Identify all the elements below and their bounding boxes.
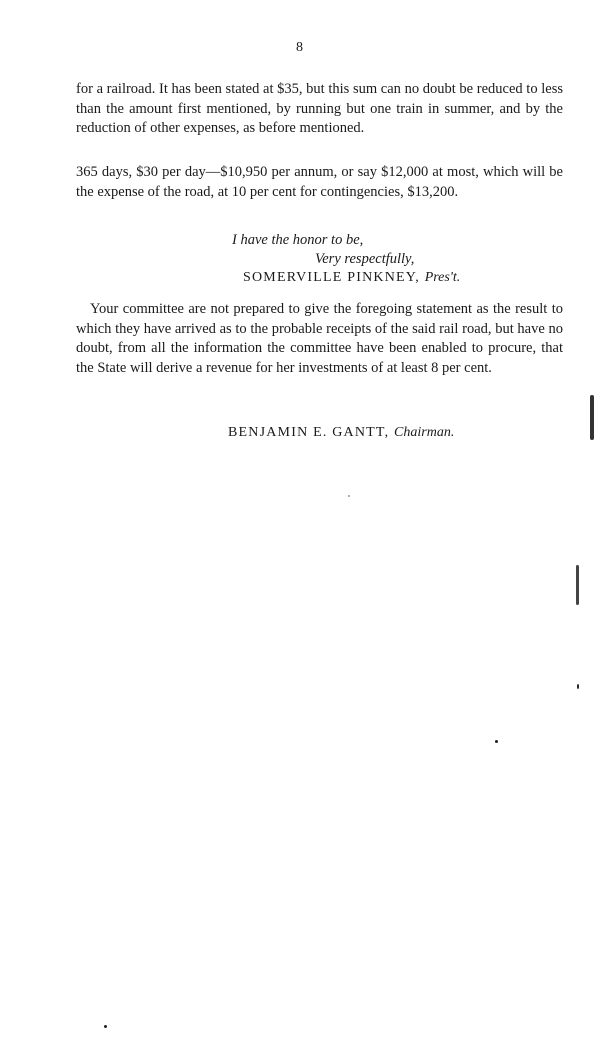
signature-gantt — [228, 425, 454, 441]
paragraph-cost-estimate — [76, 80, 563, 139]
signature-pinkney — [243, 270, 460, 286]
scan-mark — [348, 495, 350, 497]
scan-mark — [576, 565, 579, 605]
page-number: 8 — [296, 40, 304, 55]
closing-respectfully: Very respectfully, — [315, 251, 415, 267]
scan-mark — [495, 740, 498, 743]
paragraph-committee-report — [76, 300, 563, 378]
paragraph-text: 365 days, $30 per day—$10,950 per annum, or say $12,000 at most, which will be the expense of the road, at 10 per cent for contingencies, $13,200. — [76, 164, 563, 200]
scan-mark — [104, 1025, 107, 1028]
signature-title: Chairman. — [394, 425, 455, 440]
paragraph-text: Your committee are not prepared to give the foregoing statement as the result to which they have arrived as to the probable receipts of the said rail road, but have no doubt, from all the information the committee have been enabled to procure, that the State will derive a revenue for her investments of at least 8 per cent. — [76, 301, 563, 376]
signature-name: BENJAMIN E. GANTT, — [228, 425, 390, 440]
scan-mark — [590, 395, 594, 440]
scan-mark — [577, 684, 579, 689]
closing-salutation: I have the honor to be, — [232, 232, 364, 248]
paragraph-annual-expense — [76, 163, 563, 202]
signature-name: SOMERVILLE PINKNEY, — [243, 270, 420, 285]
signature-title: Pres't. — [424, 270, 461, 285]
paragraph-text: for a railroad. It has been stated at $35, but this sum can no doubt be reduced to less than the amount first mentioned, by running but one train in summer, and by the reduction of other expenses, as before mentioned. — [76, 81, 563, 136]
